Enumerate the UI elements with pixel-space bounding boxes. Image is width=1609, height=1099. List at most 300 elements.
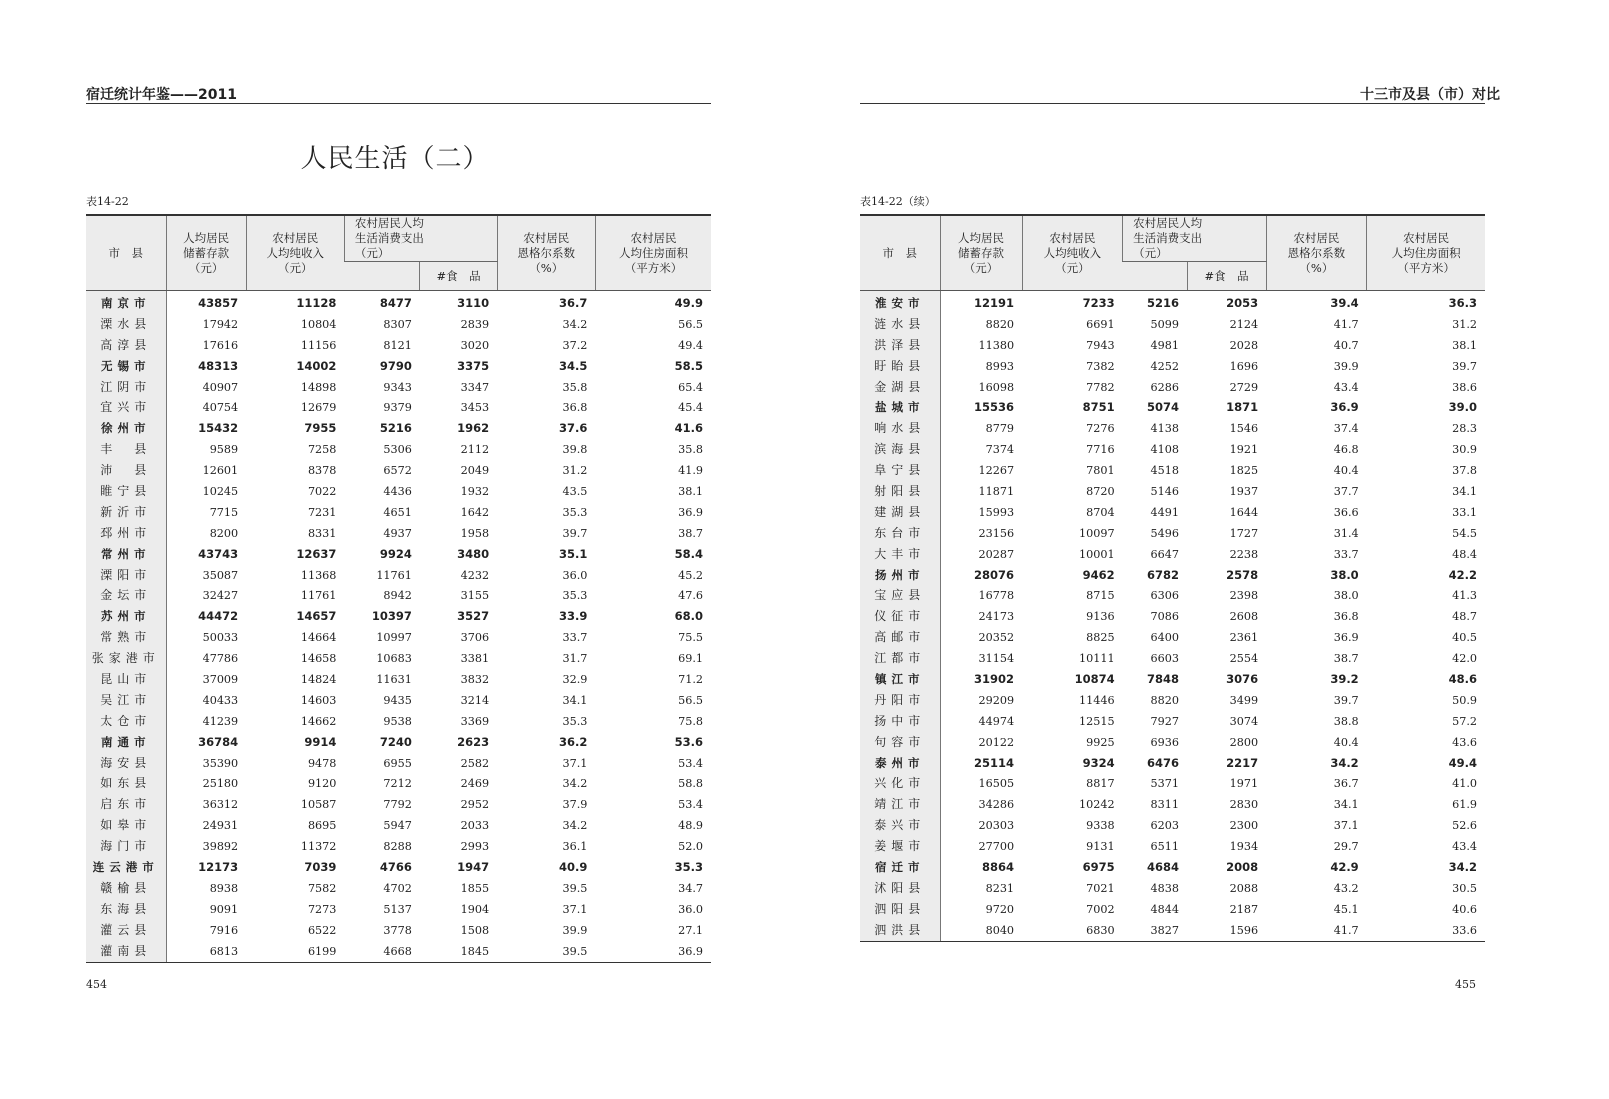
header-line: （平方米）: [624, 260, 683, 275]
consumption-value: 5216: [379, 421, 412, 436]
food-value: 2049: [460, 464, 490, 478]
food-value: 2088: [1229, 881, 1259, 895]
food-value: 3706: [460, 631, 490, 645]
housing-value: 38.1: [678, 484, 703, 498]
table-row: [860, 815, 1485, 836]
consumption-value: 6400: [1150, 631, 1180, 645]
page-title: 人民生活（二）: [300, 144, 490, 174]
table-row: [86, 941, 711, 962]
consumption-value: 9924: [379, 546, 412, 561]
engel-value: 34.2: [1330, 755, 1359, 770]
column-header-food: #食 品: [420, 262, 497, 291]
header-line: （%）: [1299, 260, 1334, 275]
consumption-value: 6203: [1150, 819, 1180, 833]
table-row: [860, 418, 1485, 439]
food-value: 1642: [460, 505, 490, 519]
housing-value: 30.9: [1452, 443, 1477, 457]
housing-value: 38.7: [678, 526, 703, 540]
region-name: 灌南县: [86, 941, 166, 962]
consumption-value: 4252: [1150, 359, 1180, 373]
consumption-value: 8307: [383, 317, 412, 331]
income-value: 8720: [1086, 484, 1115, 498]
engel-value: 35.8: [562, 380, 588, 394]
housing-value: 58.5: [674, 358, 703, 373]
engel-value: 40.4: [1333, 735, 1359, 749]
consumption-value: 8288: [383, 840, 412, 854]
savings-value: 10245: [202, 484, 239, 498]
income-value: 14664: [300, 631, 337, 645]
table-row: [860, 878, 1485, 899]
table-row: [86, 857, 711, 878]
food-value: 1904: [460, 902, 490, 916]
engel-value: 45.1: [1333, 902, 1359, 916]
table-row: [860, 544, 1485, 565]
housing-value: 45.2: [678, 568, 703, 582]
consumption-value: 6936: [1150, 735, 1180, 749]
consumption-value: 6306: [1150, 589, 1180, 603]
food-value: 1855: [460, 881, 490, 895]
income-value: 6691: [1086, 317, 1115, 331]
consumption-value: 5074: [1147, 400, 1180, 415]
region-name: 沛 县: [86, 460, 166, 481]
food-value: 2582: [460, 756, 490, 770]
region-name: 赣榆县: [86, 878, 166, 899]
consumption-value: 8820: [1150, 693, 1180, 707]
income-value: 9478: [307, 756, 337, 770]
region-name: 昆山市: [86, 669, 166, 690]
consumption-value: 3778: [383, 923, 412, 937]
housing-value: 41.6: [674, 421, 703, 436]
food-value: 1596: [1187, 920, 1266, 941]
region-name: 东台市: [860, 523, 940, 544]
housing-value: 53.4: [678, 756, 703, 770]
engel-value: 37.4: [1333, 422, 1359, 436]
engel-value: 36.8: [1333, 610, 1359, 624]
table-row: [86, 397, 711, 418]
income-value: 9131: [1086, 840, 1115, 854]
savings-value: 39892: [202, 840, 239, 854]
region-name: 无锡市: [86, 356, 166, 377]
savings-value: 43857: [198, 295, 239, 310]
housing-value: 48.7: [1452, 610, 1477, 624]
consumption-value: 9435: [383, 693, 412, 707]
consumption-value: 6286: [1150, 380, 1180, 394]
food-value: 2578: [1226, 567, 1259, 582]
page-number: 454: [86, 978, 107, 991]
savings-value: 12173: [198, 859, 239, 874]
table-number: 表14-22（续）: [860, 195, 936, 208]
region-name: 盐城市: [860, 397, 940, 418]
housing-value: 36.0: [678, 902, 703, 916]
engel-value: 31.7: [562, 652, 588, 666]
income-value: 9914: [304, 734, 337, 749]
food-value: 3369: [460, 714, 490, 728]
region-name: 吴江市: [86, 690, 166, 711]
header-line: 人均纯收入: [266, 245, 325, 260]
housing-value: 35.8: [678, 443, 703, 457]
savings-value: 7374: [985, 443, 1015, 457]
engel-value: 37.2: [562, 338, 588, 352]
engel-value: 39.8: [562, 443, 588, 457]
savings-value: 50033: [202, 631, 239, 645]
income-value: 11156: [300, 338, 337, 352]
food-value: 3347: [460, 380, 490, 394]
engel-value: 41.7: [1266, 920, 1367, 941]
header-line: 人均纯收入: [1043, 245, 1102, 260]
savings-value: 27700: [978, 840, 1015, 854]
table-row: [86, 753, 711, 774]
region-name: 溧阳市: [86, 565, 166, 586]
food-value: 2623: [457, 734, 490, 749]
header-line: 农村居民人均: [1133, 216, 1203, 230]
food-value: 3381: [460, 652, 490, 666]
region-name: 江阴市: [86, 377, 166, 398]
region-name: 连云港市: [86, 857, 166, 878]
table-row: [860, 377, 1485, 398]
savings-value: 43743: [198, 546, 239, 561]
income-value: 14658: [300, 652, 337, 666]
engel-value: 37.7: [1333, 484, 1359, 498]
region-name: 金湖县: [860, 377, 940, 398]
region-name: 扬中市: [860, 711, 940, 732]
table-row: [86, 335, 711, 356]
savings-value: 35390: [202, 756, 239, 770]
table-row: [86, 585, 711, 606]
engel-value: 37.9: [562, 798, 588, 812]
column-header-food: #食 品: [1187, 262, 1266, 291]
housing-value: 39.0: [1448, 400, 1477, 415]
consumption-value: 8121: [383, 338, 412, 352]
income-value: 7002: [1086, 902, 1115, 916]
housing-value: 49.4: [678, 338, 703, 352]
income-value: 8825: [1086, 631, 1115, 645]
table-number: 表14-22: [86, 195, 129, 208]
engel-value: 39.4: [1330, 295, 1359, 310]
engel-value: 38.0: [1330, 567, 1359, 582]
engel-value: 38.8: [1333, 714, 1359, 728]
housing-value: 71.2: [678, 672, 703, 686]
header-line: 农村居民: [1049, 230, 1096, 245]
savings-value: 16505: [978, 777, 1015, 791]
column-header-consumption-total: [1123, 262, 1187, 291]
engel-value: 34.1: [1333, 798, 1359, 812]
engel-value: 39.9: [1333, 359, 1359, 373]
savings-value: 16098: [978, 380, 1015, 394]
consumption-value: 10397: [371, 609, 412, 624]
table-row: [860, 460, 1485, 481]
engel-value: 35.3: [562, 589, 588, 603]
savings-value: 8820: [985, 317, 1015, 331]
housing-value: 53.6: [674, 734, 703, 749]
food-value: 3110: [457, 295, 490, 310]
housing-value: 34.7: [678, 881, 703, 895]
housing-value: 27.1: [678, 923, 703, 937]
running-header: 十三市及县（市）对比: [1360, 87, 1500, 103]
engel-value: 36.6: [1333, 505, 1359, 519]
food-value: 2033: [460, 819, 490, 833]
savings-value: 16778: [978, 589, 1015, 603]
savings-value: 23156: [978, 526, 1015, 540]
food-value: 2729: [1229, 380, 1259, 394]
income-value: 6830: [1022, 920, 1123, 941]
food-value: 1971: [1229, 777, 1259, 791]
savings-value: 8040: [940, 920, 1022, 941]
table-row: [860, 794, 1485, 815]
consumption-value: 7212: [383, 777, 412, 791]
region-name: 金坛市: [86, 585, 166, 606]
income-value: 10001: [1079, 547, 1115, 561]
engel-value: 40.9: [559, 859, 588, 874]
housing-value: 36.9: [595, 941, 711, 962]
table-row: [860, 335, 1485, 356]
consumption-value: 4844: [1150, 902, 1180, 916]
header-line: 恩格尔系数: [517, 245, 576, 260]
region-name: 丰 县: [86, 439, 166, 460]
table-row: [86, 439, 711, 460]
engel-value: 36.1: [562, 840, 588, 854]
income-value: 12637: [296, 546, 337, 561]
income-value: 8817: [1086, 777, 1115, 791]
food-value: 2554: [1229, 652, 1259, 666]
savings-value: 8200: [209, 526, 239, 540]
region-name: 东海县: [86, 899, 166, 920]
table-row: [86, 356, 711, 377]
table-row: [86, 314, 711, 335]
table-row: [86, 565, 711, 586]
savings-value: 40433: [202, 693, 239, 707]
housing-value: 39.7: [1452, 359, 1477, 373]
table-row: [860, 439, 1485, 460]
column-header-savings: [166, 215, 246, 291]
engel-value: 39.7: [562, 526, 588, 540]
food-value: 1845: [420, 941, 497, 962]
income-value: 7021: [1086, 881, 1115, 895]
savings-value: 8993: [985, 359, 1015, 373]
income-value: 14824: [300, 672, 337, 686]
consumption-value: 4651: [383, 505, 412, 519]
region-name: 江都市: [860, 648, 940, 669]
consumption-value: 4518: [1150, 464, 1180, 478]
savings-value: 9091: [209, 902, 239, 916]
engel-value: 43.4: [1333, 380, 1359, 394]
food-value: 2008: [1226, 859, 1259, 874]
table-row: [860, 502, 1485, 523]
table-row: [86, 606, 711, 627]
income-value: 9925: [1086, 735, 1115, 749]
housing-value: 47.6: [678, 589, 703, 603]
income-value: 7231: [307, 505, 337, 519]
housing-value: 56.5: [678, 317, 703, 331]
food-value: 3453: [460, 401, 490, 415]
income-value: 10097: [1079, 526, 1115, 540]
income-value: 7955: [304, 421, 337, 436]
housing-value: 33.1: [1452, 505, 1477, 519]
income-value: 7258: [307, 443, 337, 457]
income-value: 9462: [1082, 567, 1115, 582]
table-row: [860, 836, 1485, 857]
engel-value: 32.9: [562, 672, 588, 686]
consumption-value: 7927: [1150, 714, 1180, 728]
savings-value: 8779: [985, 422, 1015, 436]
housing-value: 58.4: [674, 546, 703, 561]
savings-value: 12191: [974, 295, 1015, 310]
engel-value: 38.0: [1333, 589, 1359, 603]
column-header-consumption-total: [344, 262, 419, 291]
income-value: 9338: [1086, 819, 1115, 833]
income-value: 11128: [296, 295, 337, 310]
housing-value: 52.6: [1452, 819, 1477, 833]
engel-value: 36.7: [559, 295, 588, 310]
left-page: [0, 0, 703, 1099]
engel-value: 34.2: [562, 819, 588, 833]
column-header-income: [1022, 215, 1123, 291]
food-value: 1871: [1226, 400, 1259, 415]
consumption-value: 5146: [1150, 484, 1180, 498]
engel-value: 29.7: [1333, 840, 1359, 854]
housing-value: 56.5: [678, 693, 703, 707]
food-value: 1958: [460, 526, 490, 540]
engel-value: 36.9: [1330, 400, 1359, 415]
table-row: [86, 291, 711, 314]
consumption-value: 6782: [1147, 567, 1180, 582]
income-value: 6522: [307, 923, 337, 937]
table-row: [86, 648, 711, 669]
food-value: 1937: [1229, 484, 1259, 498]
region-name: 泗洪县: [860, 920, 940, 941]
housing-value: 49.9: [674, 295, 703, 310]
savings-value: 44472: [198, 609, 239, 624]
region-name: 涟水县: [860, 314, 940, 335]
consumption-value: 4491: [1150, 505, 1180, 519]
engel-value: 46.8: [1333, 443, 1359, 457]
housing-value: 48.6: [1448, 671, 1477, 686]
table-row: [86, 481, 711, 502]
savings-value: 40754: [202, 401, 239, 415]
engel-value: 39.2: [1330, 671, 1359, 686]
savings-value: 8231: [985, 881, 1015, 895]
income-value: 8751: [1082, 400, 1115, 415]
food-value: 1947: [457, 859, 490, 874]
engel-value: 34.1: [562, 693, 588, 707]
table-row: [860, 648, 1485, 669]
food-value: 1508: [460, 923, 490, 937]
engel-value: 35.3: [562, 714, 588, 728]
consumption-value: 6647: [1150, 547, 1180, 561]
housing-value: 57.2: [1452, 714, 1477, 728]
table-row: [86, 732, 711, 753]
consumption-value: 6511: [1150, 840, 1180, 854]
engel-value: 34.2: [562, 317, 588, 331]
savings-value: 32427: [202, 589, 239, 603]
region-name: 洪泽县: [860, 335, 940, 356]
engel-value: 40.7: [1333, 338, 1359, 352]
savings-value: 31154: [978, 652, 1015, 666]
food-value: 3480: [457, 546, 490, 561]
region-name: 海安县: [86, 753, 166, 774]
income-value: 7233: [1082, 295, 1115, 310]
column-header-income: [246, 215, 344, 291]
savings-value: 40907: [202, 380, 239, 394]
consumption-value: 3827: [1123, 920, 1187, 941]
engel-value: 35.1: [559, 546, 588, 561]
savings-value: 31902: [974, 671, 1015, 686]
consumption-value: 10683: [376, 652, 412, 666]
savings-value: 24173: [978, 610, 1015, 624]
region-name: 睢宁县: [86, 481, 166, 502]
food-value: 2124: [1229, 317, 1259, 331]
income-value: 7039: [304, 859, 337, 874]
housing-value: 31.2: [1452, 317, 1477, 331]
table-row: [86, 711, 711, 732]
table-row: [86, 460, 711, 481]
table-row: [86, 690, 711, 711]
housing-value: 42.2: [1448, 567, 1477, 582]
savings-value: 24931: [202, 819, 239, 833]
savings-value: 9720: [985, 902, 1015, 916]
income-value: 7022: [307, 484, 337, 498]
table-row: [86, 502, 711, 523]
consumption-value: 4684: [1147, 859, 1180, 874]
food-value: 2469: [460, 777, 490, 791]
food-value: 3155: [460, 589, 490, 603]
table-row: [860, 732, 1485, 753]
header-rule: [86, 103, 711, 104]
header-line: （元）: [188, 260, 224, 275]
savings-value: 11380: [978, 338, 1015, 352]
savings-value: 11871: [978, 484, 1015, 498]
housing-value: 36.3: [1448, 295, 1477, 310]
income-value: 9120: [307, 777, 337, 791]
header-line: 农村居民: [1403, 230, 1450, 245]
savings-value: 47786: [202, 652, 239, 666]
engel-value: 31.4: [1333, 526, 1359, 540]
engel-value: 37.6: [559, 421, 588, 436]
savings-value: 20122: [978, 735, 1015, 749]
housing-value: 54.5: [1452, 526, 1477, 540]
housing-value: 38.1: [1452, 338, 1477, 352]
savings-value: 7916: [209, 923, 239, 937]
income-value: 14898: [300, 380, 337, 394]
housing-value: 34.2: [1448, 859, 1477, 874]
savings-value: 15993: [978, 505, 1015, 519]
food-value: 2993: [460, 840, 490, 854]
food-value: 3076: [1226, 671, 1259, 686]
table-head: [86, 215, 711, 291]
consumption-value: 4108: [1150, 443, 1180, 457]
income-value: 7276: [1086, 422, 1115, 436]
food-value: 2952: [460, 798, 490, 812]
engel-value: 40.4: [1333, 464, 1359, 478]
consumption-value: 5216: [1147, 295, 1180, 310]
region-name: 溧水县: [86, 314, 166, 335]
header-line: （元）: [354, 246, 390, 260]
table-row: [86, 815, 711, 836]
header-line: 农村居民人均: [354, 216, 424, 230]
region-name: 张家港市: [86, 648, 166, 669]
income-value: 7801: [1086, 464, 1115, 478]
food-value: 3074: [1229, 714, 1259, 728]
food-value: 2238: [1229, 547, 1259, 561]
consumption-value: 9790: [379, 358, 412, 373]
engel-value: 37.1: [562, 756, 588, 770]
engel-value: 41.7: [1333, 317, 1359, 331]
consumption-value: 8942: [383, 589, 412, 603]
income-value: 8331: [307, 526, 337, 540]
income-value: 8704: [1086, 505, 1115, 519]
table-row: [860, 690, 1485, 711]
engel-value: 35.3: [562, 505, 588, 519]
region-name: 淮安市: [860, 291, 940, 314]
